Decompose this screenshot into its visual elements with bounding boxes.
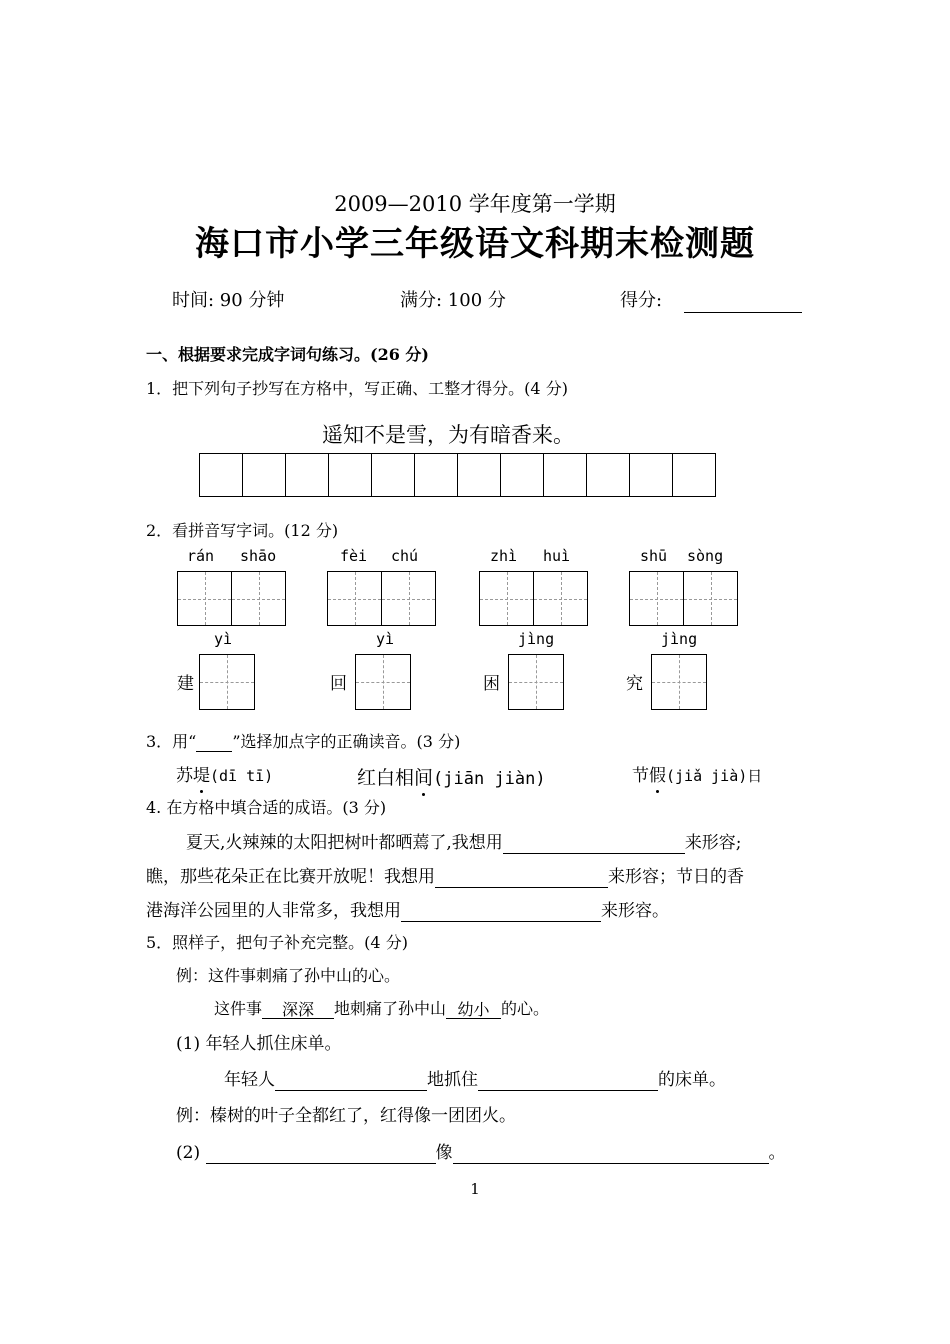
fill-blank[interactable] bbox=[478, 1072, 658, 1091]
word-char: 困 bbox=[483, 674, 500, 694]
pinyin: jìng bbox=[518, 630, 555, 648]
pinyin: chú bbox=[391, 547, 419, 565]
q5-example-1-answer bbox=[214, 999, 549, 1019]
pinyin: rán bbox=[187, 547, 215, 565]
score-blank[interactable] bbox=[684, 312, 802, 313]
q5-text: 5．照样子，把句子补充完整。(4 分) bbox=[146, 933, 408, 952]
q5-text: 年轻人 bbox=[224, 1070, 275, 1090]
q5-text: 地抓住 bbox=[427, 1070, 478, 1090]
grid-cell[interactable] bbox=[200, 454, 243, 496]
q4-text-b: 来形容。 bbox=[601, 901, 669, 921]
year-line: 2009—2010 学年度第一学期 bbox=[334, 192, 616, 216]
q4-line-2 bbox=[146, 866, 744, 888]
q5-text: 这件事 bbox=[214, 999, 263, 1018]
writing-box[interactable] bbox=[629, 571, 684, 626]
q1-sentence: 遥知不是雪，为有暗香来。 bbox=[322, 423, 574, 447]
pinyin: sòng bbox=[687, 547, 724, 565]
writing-box[interactable] bbox=[199, 654, 255, 710]
copy-grid[interactable] bbox=[199, 453, 716, 497]
q4-text-b: 来形容；节日的香 bbox=[608, 867, 744, 887]
idiom-blank[interactable] bbox=[401, 903, 601, 922]
q3-item-text: 节 bbox=[632, 766, 649, 786]
writing-box[interactable] bbox=[479, 571, 534, 626]
writing-box[interactable] bbox=[508, 654, 564, 710]
example-fill: 深深 bbox=[262, 1000, 334, 1019]
q3-text-b: ”选择加点字的正确读音。(3 分) bbox=[232, 732, 461, 751]
pinyin: jìng bbox=[661, 630, 698, 648]
q4-text-a: 瞧，那些花朵正在比赛开放呢！我想用 bbox=[146, 867, 435, 887]
writing-box[interactable] bbox=[327, 571, 382, 626]
fill-blank[interactable] bbox=[453, 1145, 769, 1164]
writing-box[interactable] bbox=[177, 571, 232, 626]
grid-cell[interactable] bbox=[329, 454, 372, 496]
pinyin: zhì bbox=[490, 547, 518, 565]
word-char: 回 bbox=[330, 674, 347, 694]
q3-options[interactable]: (dī tī) bbox=[210, 767, 274, 785]
q3-item-text: 红白相 bbox=[357, 767, 415, 789]
q4-text-a: 港海洋公园里的人非常多，我想用 bbox=[146, 901, 401, 921]
q3-item-3 bbox=[632, 765, 762, 787]
writing-box[interactable] bbox=[231, 571, 286, 626]
q3-text-a: 3．用“ bbox=[146, 732, 197, 751]
pinyin: shāo bbox=[240, 547, 277, 565]
pinyin: huì bbox=[543, 547, 571, 565]
pinyin: yì bbox=[214, 630, 233, 648]
q5-sentence-1: (1) 年轻人抓住床单。 bbox=[176, 1034, 342, 1054]
dotted-char: 间 bbox=[414, 763, 433, 790]
word-char: 究 bbox=[626, 674, 643, 694]
idiom-blank[interactable] bbox=[435, 869, 608, 888]
grid-cell[interactable] bbox=[544, 454, 587, 496]
pinyin: yì bbox=[376, 630, 395, 648]
page-title: 海口市小学三年级语文科期末检测题 bbox=[195, 224, 755, 264]
dotted-char: 堤 bbox=[193, 766, 210, 786]
q4-line-1 bbox=[186, 832, 742, 854]
q3-options[interactable]: (jiǎ jià)日 bbox=[666, 767, 763, 785]
dotted-char: 假 bbox=[649, 766, 666, 786]
score-label: 得分: bbox=[620, 290, 663, 311]
q5-text: 地刺痛了孙中山 bbox=[334, 999, 447, 1018]
q4-line-3 bbox=[146, 900, 669, 922]
writing-box[interactable] bbox=[355, 654, 411, 710]
section1-heading: 一、根据要求完成字词句练习。(26 分) bbox=[146, 345, 429, 364]
grid-cell[interactable] bbox=[501, 454, 544, 496]
q3-item-2 bbox=[357, 763, 546, 790]
writing-box[interactable] bbox=[683, 571, 738, 626]
q3-underline-sample bbox=[196, 733, 232, 752]
q4-text-a: 夏天,火辣辣的太阳把树叶都晒蔫了,我想用 bbox=[186, 833, 503, 853]
q4-text: 4. 在方格中填合适的成语。(3 分) bbox=[146, 798, 387, 817]
full-score-label: 满分: 100 分 bbox=[400, 290, 506, 311]
q3-item-text: 苏 bbox=[176, 766, 193, 786]
q1-text: 1．把下列句子抄写在方格中，写正确、工整才得分。(4 分) bbox=[146, 379, 568, 398]
idiom-blank[interactable] bbox=[503, 835, 685, 854]
q5-example-1: 例：这件事刺痛了孙中山的心。 bbox=[176, 966, 401, 985]
q3-text bbox=[146, 732, 460, 752]
grid-cell[interactable] bbox=[286, 454, 329, 496]
q5-example-2: 例：榛树的叶子全都红了，红得像一团团火。 bbox=[176, 1106, 516, 1126]
grid-cell[interactable] bbox=[372, 454, 415, 496]
fill-blank[interactable] bbox=[206, 1145, 436, 1164]
example-fill: 幼小 bbox=[446, 1000, 501, 1019]
pinyin: fèi bbox=[340, 547, 368, 565]
q2-text: 2．看拼音写字词。(12 分) bbox=[146, 521, 339, 540]
page-number: 1 bbox=[470, 1180, 480, 1198]
q3-item-1 bbox=[176, 765, 273, 787]
q5-text: 像 bbox=[435, 1143, 453, 1163]
q5-text: (2) bbox=[176, 1143, 201, 1163]
grid-cell[interactable] bbox=[587, 454, 630, 496]
writing-box[interactable] bbox=[381, 571, 436, 626]
writing-box[interactable] bbox=[533, 571, 588, 626]
grid-cell[interactable] bbox=[458, 454, 501, 496]
q5-text: 的心。 bbox=[501, 999, 550, 1018]
pinyin: shū bbox=[640, 547, 668, 565]
q4-text-b: 来形容; bbox=[684, 833, 742, 853]
writing-box[interactable] bbox=[651, 654, 707, 710]
q5-sentence-1-fill bbox=[224, 1069, 726, 1091]
grid-cell[interactable] bbox=[243, 454, 286, 496]
q5-sentence-2 bbox=[176, 1142, 786, 1164]
q5-text: 的床单。 bbox=[658, 1070, 726, 1090]
q3-options[interactable]: (jiān jiàn) bbox=[433, 769, 546, 789]
time-label: 时间: 90 分钟 bbox=[172, 290, 285, 311]
grid-cell[interactable] bbox=[673, 454, 715, 496]
word-char: 建 bbox=[177, 674, 194, 694]
fill-blank[interactable] bbox=[275, 1072, 427, 1091]
q5-text: 。 bbox=[768, 1143, 786, 1163]
grid-cell[interactable] bbox=[630, 454, 673, 496]
grid-cell[interactable] bbox=[415, 454, 458, 496]
